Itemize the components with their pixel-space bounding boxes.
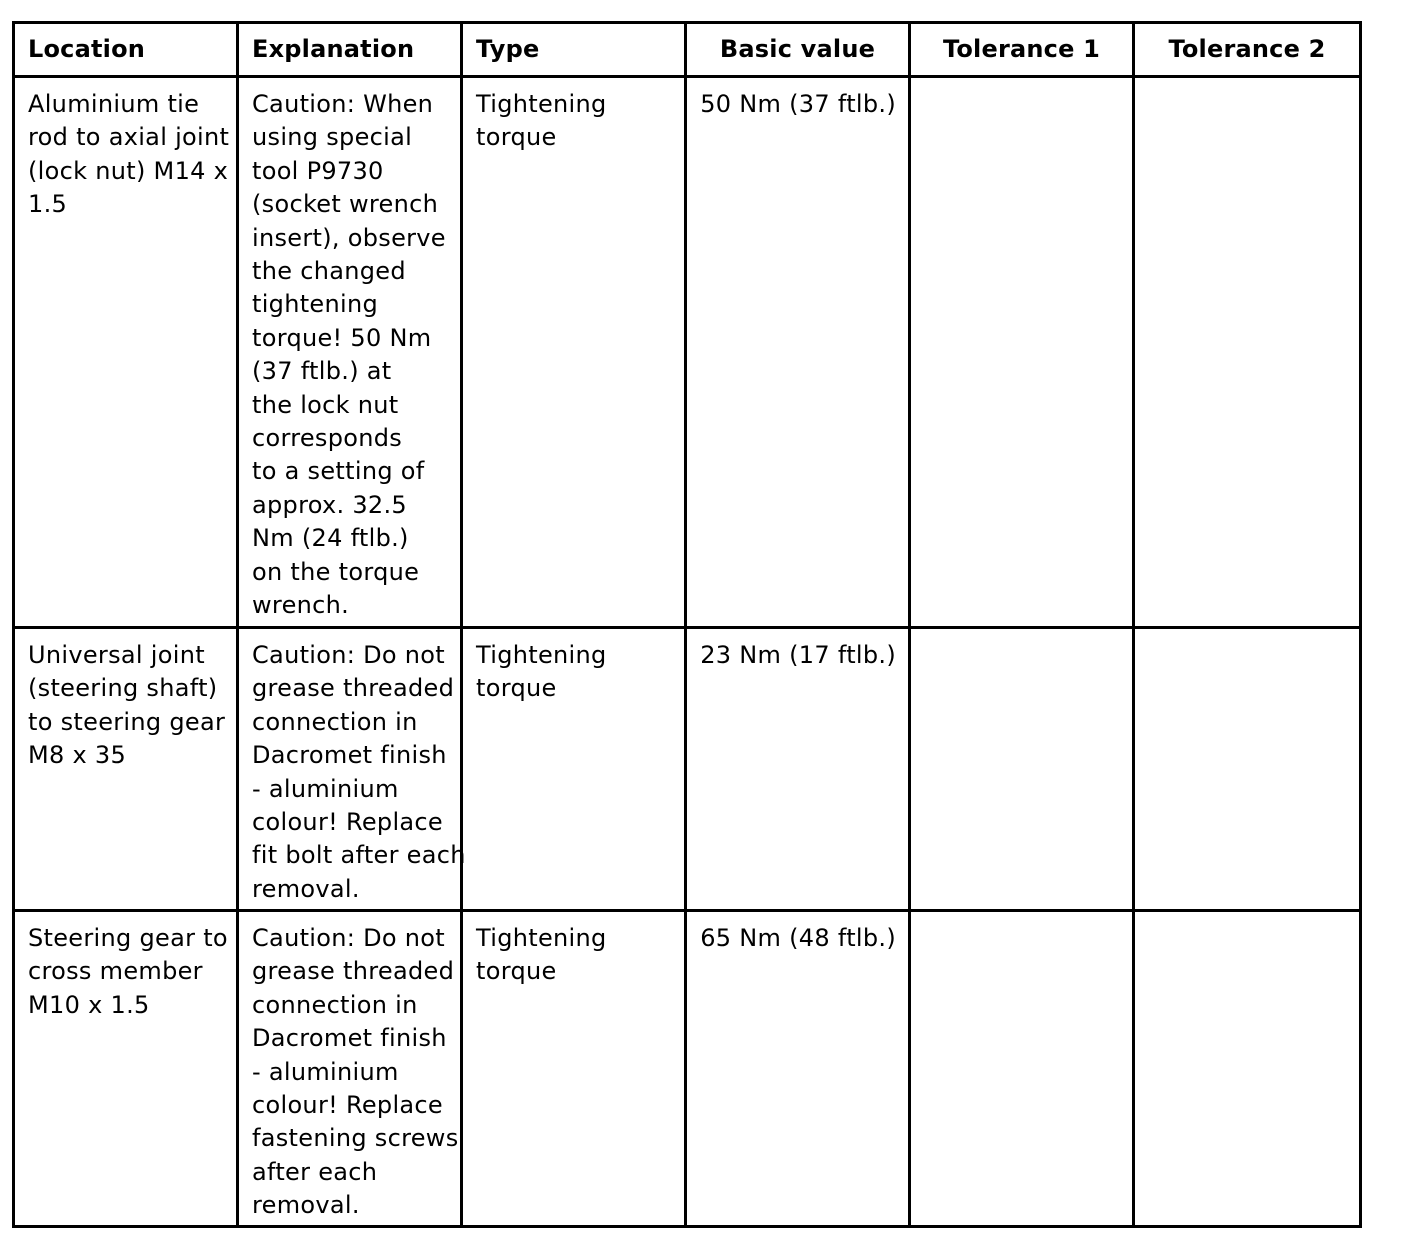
table-row [14, 911, 1361, 1227]
cell-location [14, 628, 238, 911]
header-explanation: Explanation [238, 23, 462, 77]
torque-spec-table [12, 21, 1362, 1228]
text-line: grease threaded [252, 957, 455, 986]
text-line: torque! 50 Nm [252, 323, 432, 352]
header-basic-value: Basic value [686, 23, 910, 77]
text-line: Aluminium tie [28, 90, 200, 118]
text-line: 1.5 [28, 190, 68, 219]
header-row [14, 23, 1361, 77]
text-line: connection in [252, 707, 418, 736]
text-line: colour! Replace [252, 1091, 443, 1120]
text-line: torque [476, 674, 557, 703]
text-line: Tightening [476, 924, 607, 952]
text-line: fit bolt after each [252, 841, 466, 870]
cell-tolerance-1 [910, 628, 1134, 911]
table-row [14, 628, 1361, 911]
text-line: (socket wrench [252, 190, 439, 219]
cell-location [14, 911, 238, 1227]
text-line: (lock nut) M14 x [28, 156, 229, 185]
text-line: insert), observe [252, 223, 446, 252]
text-line: connection in [252, 990, 418, 1019]
cell-explanation [238, 628, 466, 911]
header-tolerance-2: Tolerance 2 [1134, 23, 1361, 77]
text-line: fastening screws [252, 1124, 459, 1153]
header-location: Location [14, 23, 238, 77]
cell-tolerance-1 [910, 911, 1134, 1227]
text-line: cross member [28, 957, 203, 986]
cell-type [462, 911, 686, 1227]
header-tolerance-1: Tolerance 1 [910, 23, 1134, 77]
cell-explanation [238, 77, 462, 628]
text-line: Nm (24 ftlb.) [252, 524, 409, 553]
text-line: Dacromet finish [252, 1024, 447, 1053]
text-line: M8 x 35 [28, 741, 127, 770]
text-line: - aluminium [252, 1057, 399, 1086]
cell-type [462, 628, 686, 911]
text-line: tool P9730 [252, 156, 384, 185]
text-line: Dacromet finish [252, 741, 447, 770]
text-line: to steering gear [28, 707, 226, 736]
text-line: (steering shaft) [28, 674, 218, 703]
cell-location [14, 77, 238, 628]
text-line: after each [252, 1157, 378, 1186]
text-line: rod to axial joint [28, 123, 230, 152]
cell-basic-value [686, 77, 910, 628]
text-line: torque [476, 123, 557, 152]
text-line: Caution: When [252, 90, 434, 118]
text-line: Tightening [476, 641, 607, 669]
table-row [14, 77, 1361, 628]
text-line: 23 Nm (17 ftlb.) [700, 641, 896, 669]
text-line: tightening [252, 290, 379, 319]
header-type: Type [462, 23, 686, 77]
text-line: Universal joint [28, 641, 205, 669]
cell-basic-value [686, 628, 910, 911]
text-line: on the torque [252, 557, 420, 586]
cell-tolerance-2 [1134, 628, 1361, 911]
text-line: removal. [252, 1191, 360, 1220]
text-line: 50 Nm (37 ftlb.) [700, 90, 896, 118]
cell-tolerance-1 [910, 77, 1134, 628]
text-line: Steering gear to [28, 924, 228, 952]
text-line: corresponds [252, 424, 403, 453]
text-line: removal. [252, 874, 360, 903]
text-line: wrench. [252, 591, 350, 620]
text-line: Tightening [476, 90, 607, 118]
text-line: grease threaded [252, 674, 455, 703]
cell-basic-value [686, 911, 910, 1227]
text-line: using special [252, 123, 413, 152]
text-line: the lock nut [252, 390, 399, 419]
text-line: (37 ftlb.) at [252, 357, 392, 386]
text-line: Caution: Do not [252, 924, 445, 952]
cell-type [462, 77, 686, 628]
text-line: approx. 32.5 [252, 490, 407, 519]
cell-tolerance-2 [1134, 911, 1361, 1227]
cell-explanation [238, 911, 462, 1227]
text-line: colour! Replace [252, 808, 443, 837]
text-line: M10 x 1.5 [28, 990, 150, 1019]
cell-tolerance-2 [1134, 77, 1361, 628]
text-line: torque [476, 957, 557, 986]
text-line: - aluminium [252, 774, 399, 803]
text-line: to a setting of [252, 457, 425, 486]
text-line: Caution: Do not [252, 641, 445, 669]
text-line: 65 Nm (48 ftlb.) [700, 924, 896, 952]
text-line: the changed [252, 257, 406, 286]
